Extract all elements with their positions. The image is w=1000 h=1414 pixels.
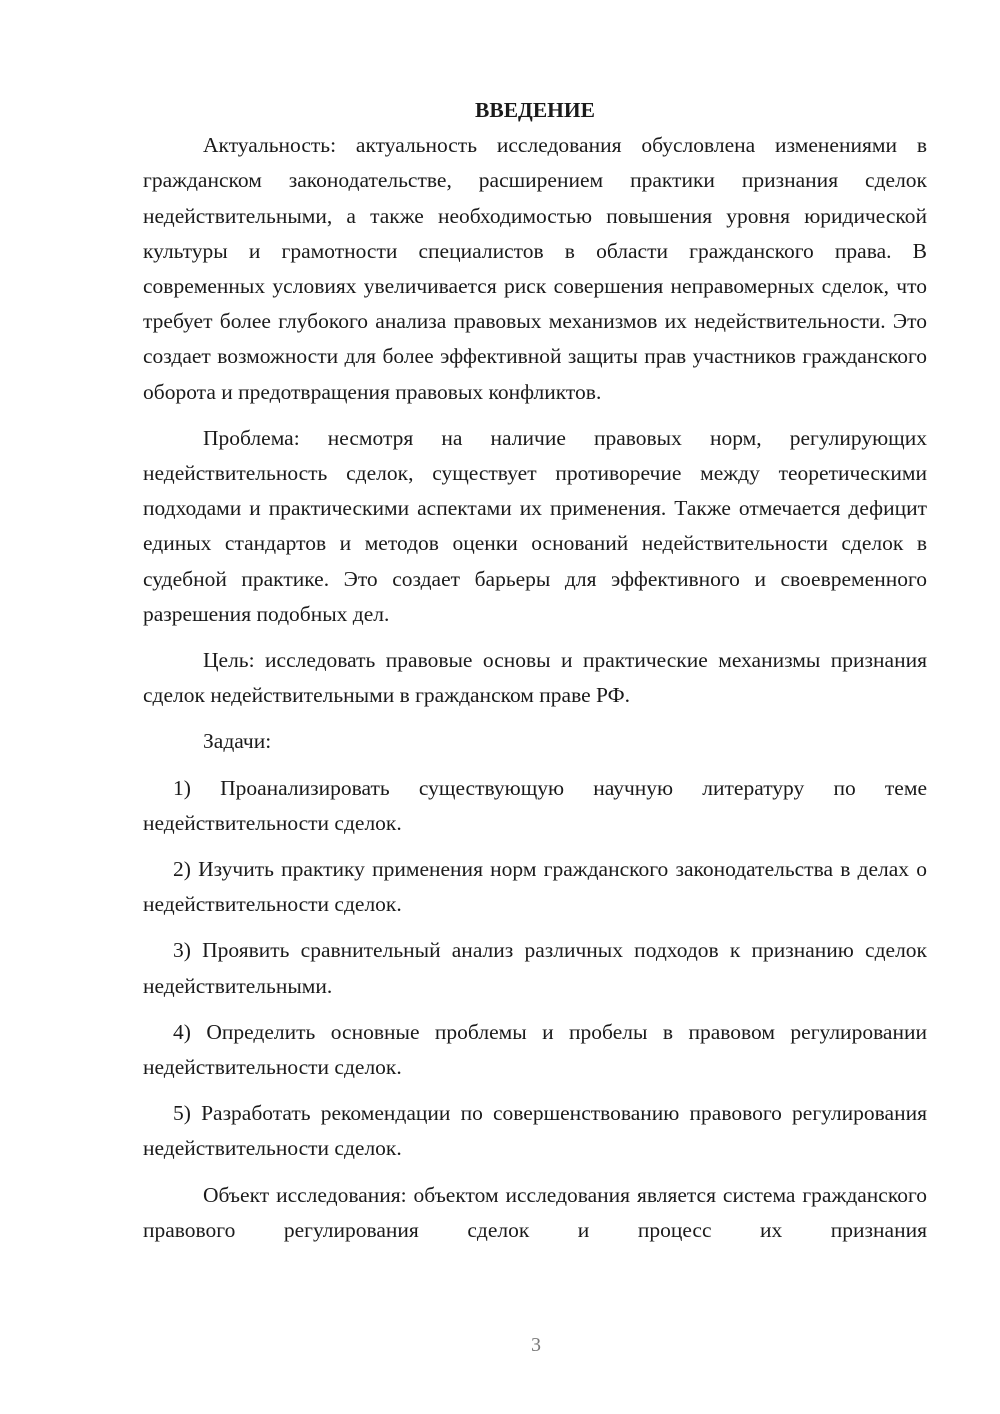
page-content [143,93,927,1248]
task-item-2: 2) Изучить практику применения норм гражданского законодательства в делах о недействительности сделок. [143,857,927,917]
object-paragraph: Объект исследования: объектом исследования является система гражданского правового регулирования сделок и процесс их признания [143,1182,927,1242]
task-item-1: 1) Проанализировать существующую научную литературу по теме недействительности сделок. [143,775,927,835]
task-item-3: 3) Проявить сравнительный анализ различных подходов к признанию сделок недействительными. [143,938,927,998]
problem-paragraph: Проблема: несмотря на наличие правовых норм, регулирующих недействительность сделок, существует противоречие между теоретическими подходами и практическими аспектами их применения. Также отмечается дефицит единых стандартов и методов оценки оснований недействительности сделок в судебной практике. Это создает барьеры для эффективного и своевременного разрешения подобных дел. [143,425,927,626]
task-item-4: 4) Определить основные проблемы и пробелы в правовом регулировании недействительности сделок. [143,1019,927,1080]
goal-paragraph: Цель: исследовать правовые основы и практические механизмы признания сделок недействительными в гражданском праве РФ. [143,648,927,708]
section-heading: ВВЕДЕНИЕ [475,98,595,122]
relevance-paragraph: Актуальность: актуальность исследования обусловлена изменениями в гражданском законодательстве, расширением практики признания сделок недействительными, а также необходимостью повышения уровня юридической культуры и грамотности специалистов в области гражданского права. В современных условиях увеличивается риск совершения неправомерных сделок, что требует более глубокого анализа правовых механизмов их недействительности. Это создает возможности для более эффективной защиты прав участников гражданского оборота и предотвращения правовых конфликтов. [143,133,927,404]
task-item-5: 5) Разработать рекомендации по совершенствованию правового регулирования недействительности сделок. [143,1101,927,1161]
tasks-label: Задачи: [203,729,272,754]
page-number: 3 [531,1334,541,1356]
